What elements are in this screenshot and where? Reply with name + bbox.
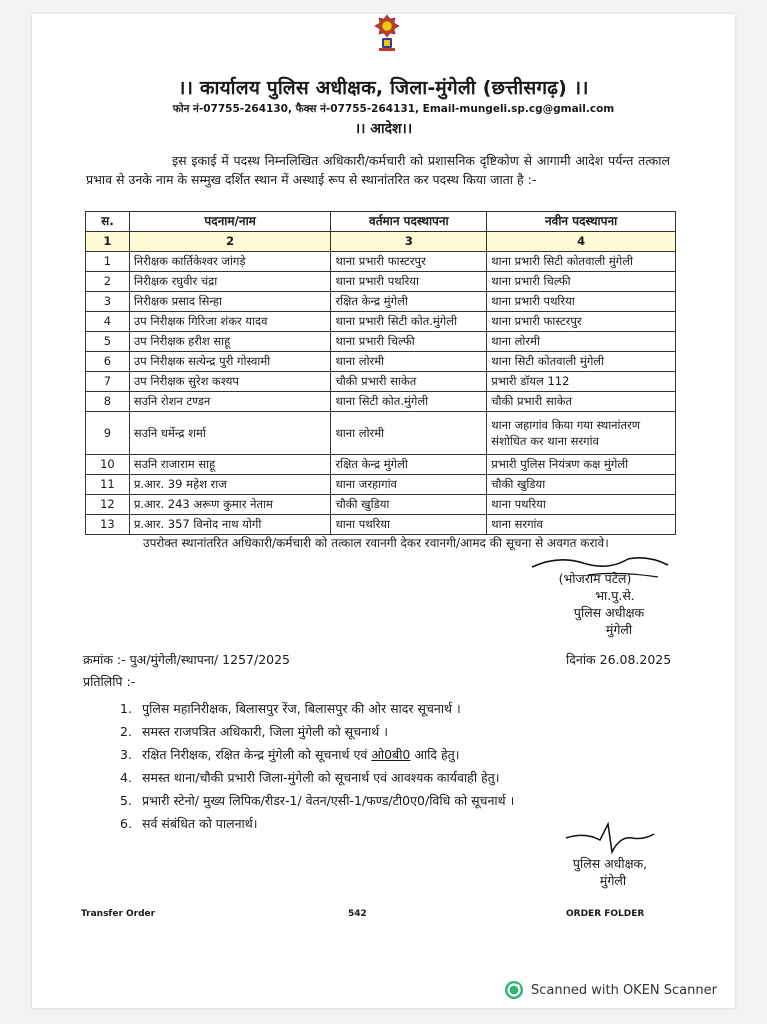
name-cell: निरीक्षक रघुवीर चंद्रा xyxy=(129,272,331,292)
serial-cell: 2 xyxy=(86,272,130,292)
list-item xyxy=(120,766,680,789)
table-row xyxy=(86,332,676,352)
table-row xyxy=(86,475,676,495)
current-posting-cell: थाना लोरमी xyxy=(331,412,487,455)
table-row xyxy=(86,392,676,412)
list-item-number: 5. xyxy=(120,793,132,808)
table-row xyxy=(86,292,676,312)
signatory-service: भा.पु.से. xyxy=(595,588,635,603)
new-posting-cell: थाना प्रभारी फास्टरपुर xyxy=(487,312,676,332)
table-row xyxy=(86,495,676,515)
table-row xyxy=(86,312,676,332)
table-row xyxy=(86,455,676,475)
current-posting-cell: थाना प्रभारी चिल्फी xyxy=(331,332,487,352)
name-cell: उप निरीक्षक सुरेश कश्यप xyxy=(129,372,331,392)
serial-cell: 5 xyxy=(86,332,130,352)
intro-text: इस इकाई में पदस्थ निम्नलिखित अधिकारी/कर्मचारी को प्रशासनिक दृष्टिकोण से आगामी आदेश पर्यन्त तत्काल प्रभाव से उनके नाम के सम्मुख दर्शित स्थान में अस्थाई रूप से स्थानांतरित कर पदस्थ किया जाता है :- xyxy=(86,153,670,187)
contact-line: फोन नं-07755-264130, फैक्स नं-07755-264131, Email-mungeli.sp.cg@gmail.com xyxy=(172,103,615,115)
name-cell: निरीक्षक कार्तिकेश्वर जांगड़े xyxy=(129,252,331,272)
index-cell: 1 xyxy=(86,232,130,252)
current-posting-cell: थाना लोरमी xyxy=(331,352,487,372)
signature-icon xyxy=(560,818,660,858)
footer-page-number: 542 xyxy=(348,909,367,919)
serial-cell: 11 xyxy=(86,475,130,495)
name-cell: उप निरीक्षक हरीश साहू xyxy=(129,332,331,352)
name-cell: प्र.आर. 243 अरूण कुमार नेताम xyxy=(129,495,331,515)
list-item-text-underlined: ओ0बी0 xyxy=(371,747,411,762)
signatory-place: मुंगेली xyxy=(605,622,633,637)
list-item-number: 3. xyxy=(120,747,132,762)
serial-cell: 12 xyxy=(86,495,130,515)
name-cell: सउनि रोशन टण्डन xyxy=(129,392,331,412)
current-posting-cell: रक्षित केन्द्र मुंगेली xyxy=(331,292,487,312)
serial-cell: 3 xyxy=(86,292,130,312)
instruction-footnote: उपरोक्त स्थानांतरित अधिकारी/कर्मचारी को तत्काल रवानगी देकर रवानगी/आमद की सूचना से अवगत करावे। xyxy=(143,536,609,550)
scanner-watermark xyxy=(504,980,717,1000)
name-cell: सउनि राजाराम साहू xyxy=(129,455,331,475)
serial-cell: 6 xyxy=(86,352,130,372)
table-row xyxy=(86,372,676,392)
current-posting-cell: थाना पथरिया xyxy=(331,515,487,535)
list-item xyxy=(120,743,680,766)
new-posting-cell: थाना सरगांव xyxy=(487,515,676,535)
serial-cell: 8 xyxy=(86,392,130,412)
list-item xyxy=(120,697,680,720)
police-emblem-icon xyxy=(374,14,400,52)
order-title: ।। आदेश।। xyxy=(354,121,413,137)
index-cell: 4 xyxy=(487,232,676,252)
footer-label-right: ORDER FOLDER xyxy=(566,909,645,919)
list-item-text: समस्त थाना/चौकी प्रभारी जिला-मुंगेली को सूचनार्थ एवं आवश्यक कार्यवाही हेतु। xyxy=(142,770,500,785)
current-posting-cell: थाना प्रभारी पथरिया xyxy=(331,272,487,292)
table-row xyxy=(86,352,676,372)
list-item-text: सर्व संबंधित को पालनार्थ। xyxy=(142,816,258,831)
list-item-text-pre: रक्षित निरीक्षक, रक्षित केन्द्र मुंगेली को सूचनार्थ एवं xyxy=(142,747,372,762)
list-item xyxy=(120,720,680,743)
col-header-current-posting: वर्तमान पदस्थापना xyxy=(331,212,487,232)
new-posting-cell: चौकी खुडिया xyxy=(487,475,676,495)
serial-cell: 9 xyxy=(86,412,130,455)
list-item-text: समस्त राजपत्रित अधिकारी, जिला मुंगेली को सूचनार्थ । xyxy=(142,724,388,739)
serial-cell: 13 xyxy=(86,515,130,535)
transfer-table xyxy=(85,211,676,535)
new-posting-cell: थाना पथरिया xyxy=(487,495,676,515)
oken-scanner-logo-icon xyxy=(504,980,524,1000)
col-header-new-posting: नवीन पदस्थापना xyxy=(487,212,676,232)
new-posting-cell: चौकी प्रभारी साकेत xyxy=(487,392,676,412)
list-item-text: पुलिस महानिरीक्षक, बिलासपुर रेंज, बिलासपुर की ओर सादर सूचनार्थ । xyxy=(142,701,461,716)
list-item-text-post: आदि हेतु। xyxy=(410,747,460,762)
current-posting-cell: थाना जरहागांव xyxy=(331,475,487,495)
index-cell: 2 xyxy=(129,232,331,252)
serial-cell: 1 xyxy=(86,252,130,272)
name-cell: प्र.आर. 39 महेश राज xyxy=(129,475,331,495)
new-posting-cell: थाना प्रभारी पथरिया xyxy=(487,292,676,312)
col-header-serial: स. xyxy=(86,212,130,232)
second-signatory-block xyxy=(560,855,660,889)
new-posting-cell: थाना सिटी कोतवाली मुंगेली xyxy=(487,352,676,372)
new-posting-cell: प्रभारी डॉयल 112 xyxy=(487,372,676,392)
serial-cell: 7 xyxy=(86,372,130,392)
signatory-name: (भोजराम पटेल) xyxy=(558,571,632,586)
serial-cell: 10 xyxy=(86,455,130,475)
serial-cell: 4 xyxy=(86,312,130,332)
table-row xyxy=(86,515,676,535)
current-posting-cell: चौकी प्रभारी साकेत xyxy=(331,372,487,392)
signatory-designation: पुलिस अधीक्षक xyxy=(573,605,645,620)
signatory-block xyxy=(540,570,650,638)
name-cell: निरीक्षक प्रसाद सिन्हा xyxy=(129,292,331,312)
footer-label-left: Transfer Order xyxy=(81,909,156,919)
list-item-number: 1. xyxy=(120,701,132,716)
current-posting-cell: थाना प्रभारी फास्टरपुर xyxy=(331,252,487,272)
name-cell: उप निरीक्षक गिरिजा शंकर यादव xyxy=(129,312,331,332)
new-posting-cell: प्रभारी पुलिस नियंत्रण कक्ष मुंगेली xyxy=(487,455,676,475)
table-index-row xyxy=(86,232,676,252)
table-header-row xyxy=(86,212,676,232)
current-posting-cell: थाना प्रभारी सिटी कोत.मुंगेली xyxy=(331,312,487,332)
name-cell: सउनि धर्मेन्द्र शर्मा xyxy=(129,412,331,455)
new-posting-cell: थाना प्रभारी चिल्फी xyxy=(487,272,676,292)
copy-label: प्रतिलिपि :- xyxy=(83,674,136,689)
name-cell: उप निरीक्षक सत्येन्द्र पुरी गोस्वामी xyxy=(129,352,331,372)
col-header-name: पदनाम/नाम xyxy=(129,212,331,232)
scanner-text: Scanned with OKEN Scanner xyxy=(531,982,717,998)
new-posting-cell: थाना प्रभारी सिटी कोतवाली मुंगेली xyxy=(487,252,676,272)
list-item-text: प्रभारी स्टेनो/ मुख्य लिपिक/रीडर-1/ वेतन/एसी-1/फण्ड/टी0ए0/विधि को सूचनार्थ । xyxy=(142,793,515,808)
current-posting-cell: थाना सिटी कोत.मुंगेली xyxy=(331,392,487,412)
table-row xyxy=(86,412,676,455)
list-item-number: 4. xyxy=(120,770,132,785)
new-posting-cell: थाना लोरमी xyxy=(487,332,676,352)
new-posting-cell: थाना जहागांव किया गया स्थानांतरण संशोधित कर थाना सरगांव xyxy=(487,412,676,455)
current-posting-cell: चौकी खुडिया xyxy=(331,495,487,515)
intro-paragraph xyxy=(86,151,670,189)
list-item-number: 2. xyxy=(120,724,132,739)
table-row xyxy=(86,252,676,272)
index-cell: 3 xyxy=(331,232,487,252)
current-posting-cell: रक्षित केन्द्र मुंगेली xyxy=(331,455,487,475)
name-cell: प्र.आर. 357 विनोद नाथ योगी xyxy=(129,515,331,535)
list-item-number: 6. xyxy=(120,816,132,831)
second-signatory-designation: पुलिस अधीक्षक, xyxy=(572,856,648,871)
reference-date: दिनांक 26.08.2025 xyxy=(566,652,672,667)
distribution-list xyxy=(120,697,680,835)
office-heading: ।। कार्यालय पुलिस अधीक्षक, जिला-मुंगेली (छत्तीसगढ़) ।। xyxy=(178,77,589,99)
table-row xyxy=(86,272,676,292)
list-item xyxy=(120,789,680,812)
second-signatory-place: मुंगेली xyxy=(599,873,627,888)
reference-number: क्रमांक :- पुअ/मुंगेली/स्थापना/ 1257/2025 xyxy=(83,652,291,667)
